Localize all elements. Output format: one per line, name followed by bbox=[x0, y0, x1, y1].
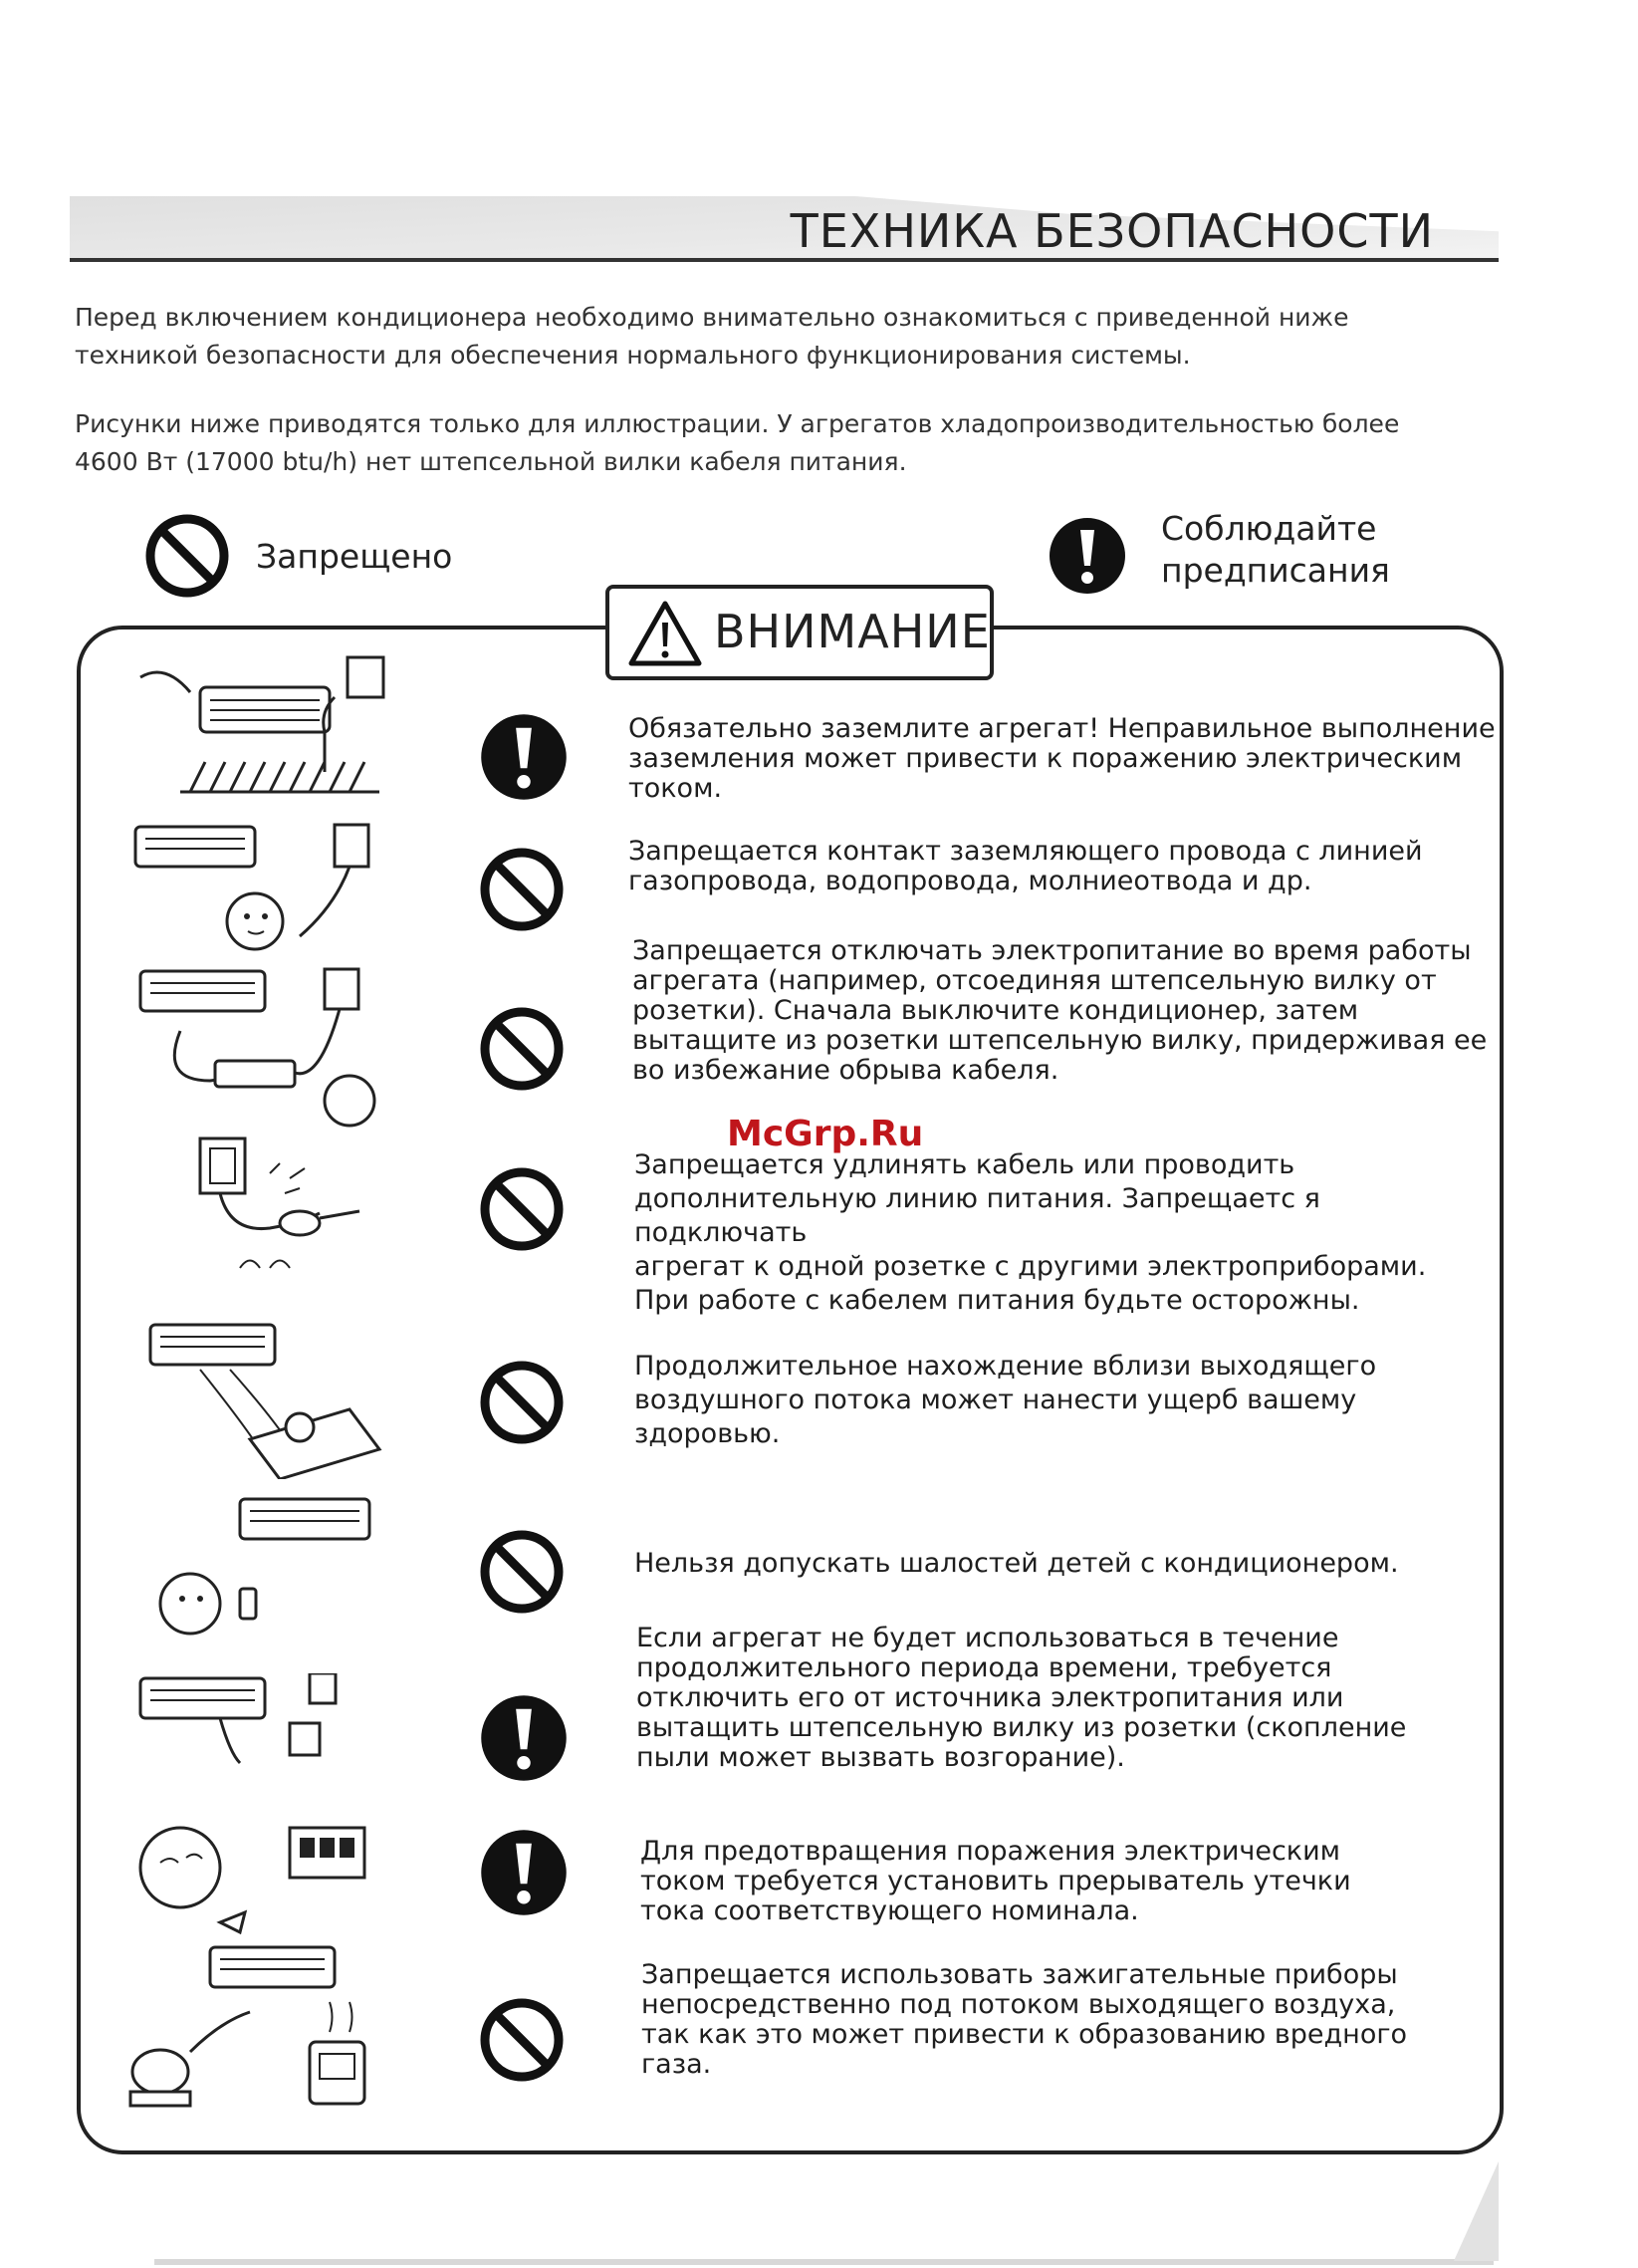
airflow-person-illustration bbox=[120, 1320, 399, 1479]
item-text bbox=[636, 1624, 1406, 1773]
mandatory-icon bbox=[479, 1693, 569, 1783]
mandatory-icon bbox=[479, 1828, 569, 1917]
page-corner bbox=[1454, 2161, 1499, 2261]
item-line: Для предотвращения поражения электрическим bbox=[640, 1836, 1341, 1867]
item-line: Если агрегат не будет использоваться в течение bbox=[636, 1623, 1339, 1653]
item-text bbox=[634, 1350, 1376, 1451]
ac-unplug-illustration bbox=[120, 961, 399, 1135]
item-text bbox=[628, 714, 1496, 804]
list-item bbox=[81, 1813, 1500, 1962]
header-rule bbox=[70, 258, 1499, 262]
prohibited-icon bbox=[479, 1997, 565, 2083]
item-line: воздушного потока может нанести ущерб вашему bbox=[634, 1385, 1357, 1415]
prohibited-icon bbox=[479, 1529, 565, 1615]
legend-mandatory-line-2: предписания bbox=[1161, 551, 1390, 590]
item-line: отключить его от источника электропитания или bbox=[636, 1682, 1344, 1713]
list-item bbox=[81, 1320, 1500, 1494]
prohibited-icon bbox=[144, 513, 230, 599]
item-line: вытащить штепсельную вилку из розетки (скопление bbox=[636, 1712, 1407, 1743]
item-text bbox=[641, 1960, 1407, 2080]
item-line: Нельзя допускать шалостей детей с кондиционером. bbox=[634, 1548, 1399, 1579]
item-line: током требуется установить прерыватель утечки bbox=[640, 1866, 1351, 1896]
item-line: Запрещается контакт заземляющего провода с линией bbox=[628, 836, 1423, 867]
prohibited-icon bbox=[479, 847, 565, 932]
child-remote-illustration bbox=[120, 1494, 399, 1653]
item-line: розетки). Сначала выключите кондиционер, затем bbox=[632, 995, 1359, 1026]
item-line: пыли может вызвать возгорание). bbox=[636, 1742, 1125, 1773]
item-line: во избежание обрыва кабеля. bbox=[632, 1055, 1059, 1086]
item-line: током. bbox=[628, 773, 723, 804]
caution-label: ВНИМАНИЕ bbox=[714, 605, 991, 658]
item-text bbox=[640, 1837, 1351, 1926]
prohibited-icon bbox=[479, 1006, 565, 1092]
list-item bbox=[81, 1134, 1500, 1316]
prohibited-icon bbox=[479, 1360, 565, 1445]
watermark: McGrp.Ru bbox=[727, 1114, 924, 1154]
item-line: газопровода, водопровода, молниеотвода и др. bbox=[628, 866, 1312, 896]
item-line: Запрещается использовать зажигательные приборы bbox=[641, 1959, 1398, 1990]
item-line: тока соответствующего номинала. bbox=[640, 1895, 1139, 1926]
item-line: Запрещается отключать электропитание во время работы bbox=[632, 935, 1472, 966]
item-line: вытащите из розетки штепсельную вилку, придерживая ее bbox=[632, 1025, 1488, 1056]
extension-cord-illustration bbox=[120, 1134, 399, 1283]
heater-under-ac-illustration bbox=[120, 1942, 399, 2112]
item-line: Продолжительное нахождение вблизи выходящего bbox=[634, 1351, 1377, 1382]
breaker-illustration bbox=[120, 1813, 399, 1962]
item-text bbox=[634, 1148, 1500, 1318]
ac-ground-wire-illustration bbox=[120, 817, 399, 966]
item-line: здоровью. bbox=[634, 1418, 781, 1449]
intro-paragraph-1: Перед включением кондиционера необходимо внимательно ознакомиться с приведенной ниже техникой безопасности для обеспечения нормального функционирования системы. bbox=[75, 303, 1349, 370]
ac-grounding-illustration bbox=[120, 652, 399, 802]
ac-disconnect-illustration bbox=[120, 1673, 399, 1823]
legend-mandatory-line-1: Соблюдайте bbox=[1161, 509, 1377, 548]
item-line: Обязательно заземлите агрегат! Неправильное выполнение bbox=[628, 713, 1496, 744]
item-text bbox=[634, 1549, 1399, 1579]
item-line: Запрещается удлинять кабель или проводить bbox=[634, 1149, 1295, 1180]
item-line: агрегат к одной розетке с другими электроприборами. bbox=[634, 1251, 1427, 1282]
item-line: заземления может привести к поражению электрическим bbox=[628, 743, 1463, 774]
mandatory-icon bbox=[479, 712, 569, 802]
item-line: агрегата (например, отсоединяя штепсельную вилку от bbox=[632, 965, 1437, 996]
legend-mandatory-label bbox=[1161, 508, 1390, 592]
prohibited-icon bbox=[479, 1166, 565, 1252]
list-item bbox=[81, 652, 1500, 812]
item-line: непосредственно под потоком выходящего воздуха, bbox=[641, 1989, 1396, 2020]
item-line: При работе с кабелем питания будьте осторожны. bbox=[634, 1285, 1360, 1316]
item-line: продолжительного периода времени, требуется bbox=[636, 1652, 1332, 1683]
list-item bbox=[81, 1623, 1500, 1833]
list-item bbox=[81, 1942, 1500, 2122]
page-title: ТЕХНИКА БЕЗОПАСНОСТИ bbox=[790, 204, 1434, 258]
item-line: дополнительную линию питания. Запрещаетс я подключать bbox=[634, 1183, 1320, 1248]
legend-prohibited-label: Запрещено bbox=[256, 537, 453, 576]
intro-paragraph-2: Рисунки ниже приводятся только для иллюстрации. У агрегатов хладопроизводительностью более 4600 Вт (17000 btu/h) нет штепсельной вилки кабеля питания. bbox=[75, 409, 1400, 476]
item-text bbox=[632, 936, 1487, 1086]
item-line: газа. bbox=[641, 2049, 712, 2080]
item-line: так как это может привести к образованию вредного bbox=[641, 2019, 1408, 2050]
mandatory-icon bbox=[1048, 516, 1127, 596]
footer-rule bbox=[154, 2259, 1494, 2265]
item-text bbox=[628, 837, 1423, 896]
